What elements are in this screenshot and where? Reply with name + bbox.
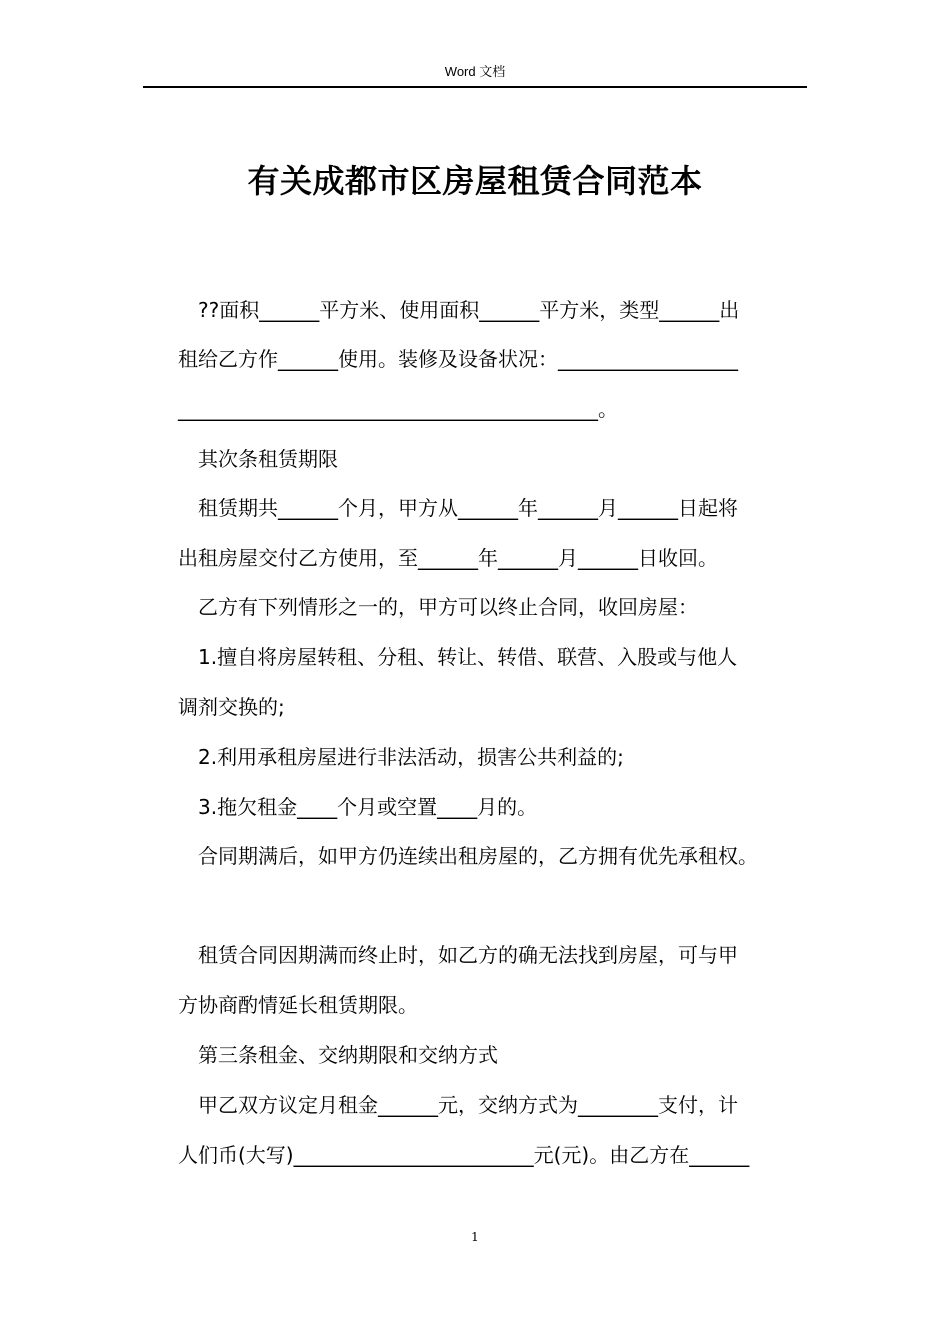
header-label: Word 文档 — [444, 64, 506, 79]
body-line: 甲乙双方议定月租金______元，交纳方式为________支付，计 — [198, 1093, 738, 1117]
page-number: 1 — [471, 1230, 479, 1244]
list-item: 1.擅自将房屋转租、分租、转让、转借、联营、入股或与他人 — [198, 645, 738, 669]
body-line: 乙方有下列情形之一的，甲方可以终止合同，收回房屋： — [198, 595, 698, 619]
section-heading: 第三条租金、交纳期限和交纳方式 — [198, 1043, 498, 1067]
list-item-continuation: 调剂交换的; — [178, 695, 285, 719]
list-item: 2.利用承租房屋进行非法活动，损害公共利益的; — [198, 745, 624, 769]
list-item: 3.拖欠租金____个月或空置____月的。 — [198, 795, 538, 819]
body-line: ??面积______平方米、使用面积______平方米，类型______出 — [198, 298, 740, 322]
section-heading: 其次条租赁期限 — [198, 447, 338, 471]
document-title: 有关成都市区房屋租赁合同范本 — [247, 162, 703, 200]
body-line: 租赁期共______个月，甲方从______年______月______日起将 — [198, 496, 738, 520]
body-line: 租给乙方作______使用。装修及设备状况：__________________ — [178, 347, 738, 371]
body-line: 租赁合同因期满而终止时，如乙方的确无法找到房屋，可与甲 — [198, 943, 738, 967]
body-line: 出租房屋交付乙方使用，至______年______月______日收回。 — [178, 546, 718, 570]
body-line: 人们币(大写)________________________元(元)。由乙方在______ — [178, 1143, 750, 1167]
body-line: 方协商酌情延长租赁期限。 — [178, 993, 418, 1017]
body-line: __________________________________________。 — [178, 397, 618, 421]
header-divider — [143, 86, 807, 88]
body-line: 合同期满后，如甲方仍连续出租房屋的，乙方拥有优先承租权。 — [198, 844, 758, 868]
